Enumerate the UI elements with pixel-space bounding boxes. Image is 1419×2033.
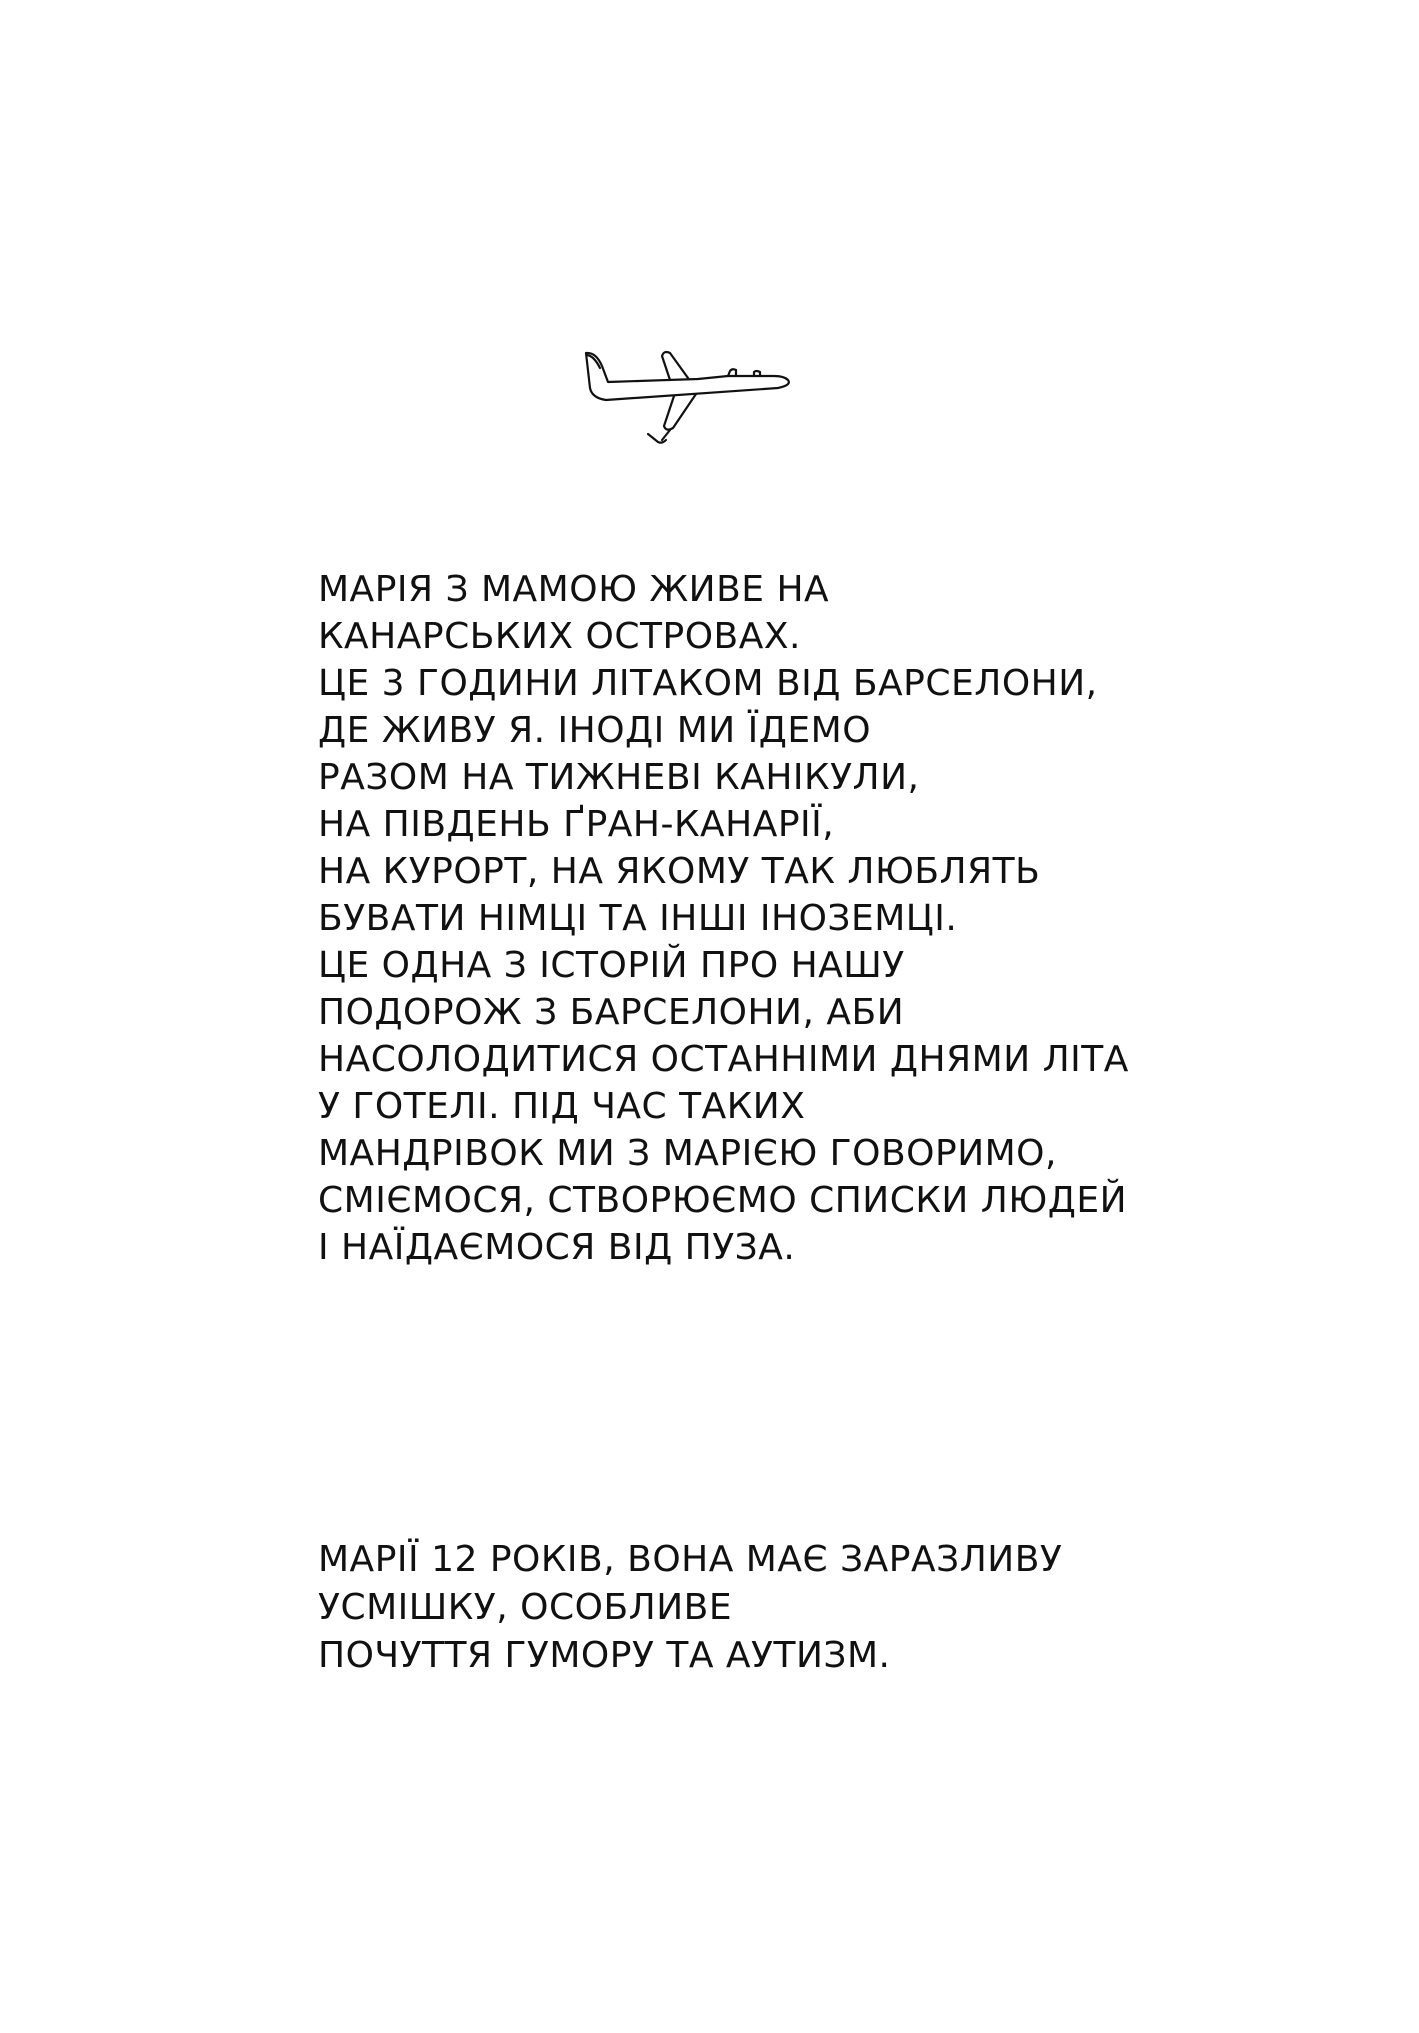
text-line: НА ПІВДЕНЬ ҐРАН-КАНАРІЇ, <box>318 804 835 845</box>
text-line: КАНАРСЬКИХ ОСТРОВАХ. <box>318 616 801 657</box>
text-line: ДЕ ЖИВУ Я. ІНОДІ МИ ЇДЕМО <box>318 710 872 751</box>
text-line: РАЗОМ НА ТИЖНЕВІ КАНІКУЛИ, <box>318 757 920 798</box>
text-line: УСМІШКУ, ОСОБЛИВЕ <box>318 1587 733 1628</box>
text-line: ПОЧУТТЯ ГУМОРУ ТА АУТИЗМ. <box>318 1635 891 1676</box>
paragraph-intro <box>318 566 1218 1271</box>
text-line: І НАЇДАЄМОСЯ ВІД ПУЗА. <box>318 1227 796 1268</box>
airplane-icon <box>578 338 798 448</box>
text-line: СМІЄМОСЯ, СТВОРЮЄМО СПИСКИ ЛЮДЕЙ <box>318 1180 1128 1221</box>
text-line: У ГОТЕЛІ. ПІД ЧАС ТАКИХ <box>318 1086 806 1127</box>
text-line: БУВАТИ НІМЦІ ТА ІНШІ ІНОЗЕМЦІ. <box>318 898 958 939</box>
paragraph-maria <box>318 1536 1218 1680</box>
text-line: МАРІЯ З МАМОЮ ЖИВЕ НА <box>318 569 830 610</box>
text-line: МАРІЇ 12 РОКІВ, ВОНА МАЄ ЗАРАЗЛИВУ <box>318 1539 1063 1580</box>
text-line: ЦЕ ОДНА З ІСТОРІЙ ПРО НАШУ <box>318 945 905 986</box>
text-line: НА КУРОРТ, НА ЯКОМУ ТАК ЛЮБЛЯТЬ <box>318 851 1041 892</box>
text-line: НАСОЛОДИТИСЯ ОСТАННІМИ ДНЯМИ ЛІТА <box>318 1039 1129 1080</box>
text-line: ЦЕ 3 ГОДИНИ ЛІТАКОМ ВІД БАРСЕЛОНИ, <box>318 663 1098 704</box>
text-line: ПОДОРОЖ З БАРСЕЛОНИ, АБИ <box>318 992 905 1033</box>
text-line: МАНДРІВОК МИ З МАРІЄЮ ГОВОРИМО, <box>318 1133 1057 1174</box>
